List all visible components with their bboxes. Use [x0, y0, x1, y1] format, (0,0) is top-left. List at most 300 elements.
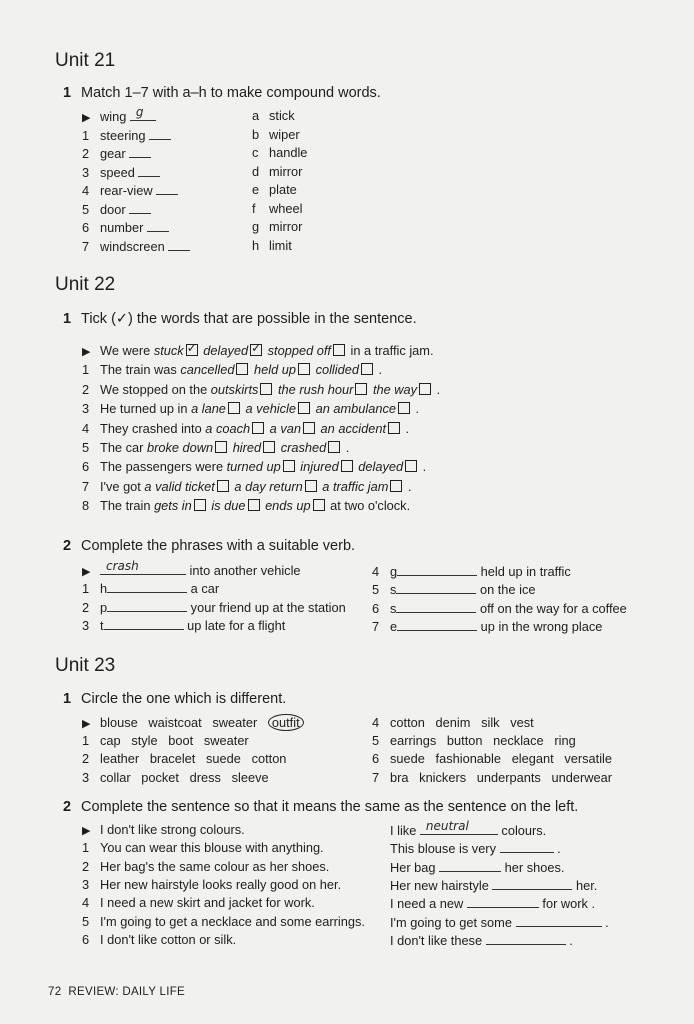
option-word: stuck: [153, 343, 184, 358]
option-word: leather: [100, 751, 140, 767]
item-number: 2: [82, 599, 90, 615]
answer-blank[interactable]: [397, 563, 477, 576]
item-number: 2: [82, 858, 90, 874]
tick-checkbox[interactable]: [215, 441, 227, 453]
tick-checkbox[interactable]: [341, 460, 353, 472]
unit22-ex1-heading: [63, 311, 417, 327]
first-letter: g: [390, 564, 398, 579]
option-word: an ambulance: [315, 401, 396, 417]
option-word: waistcoat: [148, 715, 202, 730]
list-item: [372, 618, 602, 634]
list-item: [82, 914, 365, 929]
item-number: 5: [82, 913, 90, 929]
rewrite-sentence: [390, 840, 561, 856]
answer-blank[interactable]: [492, 877, 572, 890]
item-number: 4: [82, 183, 90, 198]
tick-checkbox[interactable]: [298, 402, 310, 414]
option-word: an accident: [320, 420, 386, 436]
list-item-option: [252, 127, 300, 142]
exercise-number: 2: [63, 538, 72, 554]
sentence-start: We stopped on the: [100, 381, 211, 397]
sentence-end: .: [419, 459, 427, 475]
option-word: style: [131, 733, 158, 749]
option-letter: g: [252, 219, 260, 234]
item-number: 3: [82, 617, 90, 633]
tick-checkbox[interactable]: [361, 363, 373, 375]
answer-blank[interactable]: [129, 145, 151, 158]
item-number: 6: [82, 459, 90, 475]
list-item: [372, 770, 612, 785]
option-letter: e: [252, 182, 260, 197]
phrase-rest: your friend up at the station: [187, 599, 346, 615]
item-number: 3: [82, 769, 90, 785]
rewrite-sentence: [390, 895, 595, 911]
tick-checkbox[interactable]: [303, 422, 315, 434]
option-word: wiper: [269, 126, 300, 142]
tick-checkbox[interactable]: [186, 341, 198, 356]
option-word: bracelet: [149, 751, 196, 767]
phrase-rest: a car: [187, 581, 220, 597]
phrase-rest: into another vehicle: [186, 563, 301, 578]
list-item: [82, 859, 329, 874]
item-number: 7: [82, 238, 90, 254]
item-number: 5: [372, 582, 380, 598]
list-item: [82, 145, 151, 161]
item-word: door: [100, 201, 126, 217]
item-number: 4: [82, 420, 90, 436]
option-word: a traffic jam: [322, 478, 389, 494]
rewrite-sentence: [390, 819, 547, 838]
item-number: 3: [82, 164, 90, 180]
list-item: [82, 164, 160, 180]
item-number: 4: [372, 564, 380, 579]
option-word: cotton: [390, 715, 425, 730]
answer-blank[interactable]: [138, 164, 160, 177]
item-number: 8: [82, 498, 90, 514]
original-sentence: I don't like strong colours.: [100, 822, 245, 837]
option-word: underwear: [551, 769, 612, 785]
option-word: plate: [269, 182, 297, 197]
sentence-start: I've got: [100, 478, 145, 494]
sentence-start: The train was: [100, 362, 181, 378]
exercise-number: 1: [63, 311, 72, 327]
first-letter: p: [100, 599, 108, 615]
list-item-option: [252, 219, 302, 234]
tick-checkbox[interactable]: [252, 422, 264, 434]
first-letter: e: [390, 618, 398, 634]
list-item: [82, 382, 440, 397]
phrase-rest: on the ice: [476, 582, 536, 598]
item-number: 3: [82, 401, 90, 417]
sentence-start: He turned up in: [100, 401, 192, 417]
rewrite-start: I need a new: [390, 896, 467, 912]
sentence-end: .: [411, 401, 420, 417]
answer-blank[interactable]: [104, 617, 184, 630]
sentence-end: .: [404, 478, 412, 494]
answer-blank[interactable]: [396, 600, 476, 613]
sentence-start: They crashed into: [100, 420, 206, 436]
item-number: 6: [82, 220, 90, 235]
tick-checkbox[interactable]: [248, 499, 260, 511]
option-word: cancelled: [180, 362, 235, 378]
option-letter: a: [252, 108, 260, 123]
phrase-rest: held up in traffic: [477, 564, 571, 579]
option-word: a lane: [191, 401, 226, 417]
unit23-ex2-heading: [63, 799, 578, 815]
option-letter: c: [252, 145, 259, 160]
tick-checkbox[interactable]: [305, 480, 317, 492]
rewrite-start: I like: [390, 823, 420, 838]
option-word: stopped off: [267, 343, 331, 358]
option-word: delayed: [203, 343, 249, 358]
instruction: Match 1–7 with a–h to make compound words.: [81, 85, 381, 101]
list-item-option: [252, 201, 302, 216]
check-icon: ✓: [186, 341, 197, 355]
list-item: [82, 343, 434, 358]
rewrite-start: I don't like these: [390, 932, 486, 948]
option-word: pocket: [141, 769, 179, 785]
original-sentence: Her bag's the same colour as her shoes.: [100, 858, 330, 874]
option-word: a coach: [205, 420, 251, 436]
option-word: suede: [390, 751, 425, 767]
sentence-start: We were: [100, 343, 154, 358]
sentence-end: at two o'clock.: [326, 498, 411, 514]
sentence-end: .: [402, 420, 410, 436]
rewrite-sentence: [390, 859, 564, 875]
option-word: earrings: [390, 733, 437, 749]
rewrite-end: her.: [572, 877, 598, 893]
item-number: 7: [372, 618, 380, 634]
page-footer: [48, 986, 185, 998]
tick-checkbox[interactable]: [405, 460, 417, 472]
item-word: wing: [100, 109, 127, 124]
unit22-title: Unit 22: [55, 274, 116, 295]
option-word: blouse: [100, 715, 138, 730]
item-number: 1: [82, 362, 90, 378]
list-item: [82, 459, 426, 474]
example-arrow-icon: ▶: [82, 718, 91, 730]
item-number: 2: [82, 381, 90, 397]
unit23-title: Unit 23: [55, 655, 116, 676]
instruction: Complete the sentence so that it means the same as the sentence on the left.: [81, 799, 579, 815]
list-item: [82, 559, 301, 578]
footer-label: REVIEW: DAILY LIFE: [68, 986, 186, 998]
tick-checkbox[interactable]: [260, 383, 272, 395]
first-letter: s: [390, 600, 397, 616]
list-item: [372, 715, 534, 730]
list-item: [82, 932, 236, 947]
unit23-ex1-heading: [63, 691, 286, 707]
rewrite-sentence: [390, 932, 573, 948]
tick-checkbox[interactable]: [194, 499, 206, 511]
rewrite-end: .: [601, 914, 609, 930]
option-word: hired: [232, 440, 262, 455]
tick-checkbox[interactable]: [217, 480, 229, 492]
sentence-end: .: [374, 362, 383, 378]
tick-checkbox[interactable]: [236, 363, 248, 375]
item-word: speed: [100, 164, 135, 180]
item-number: 2: [82, 751, 90, 767]
unit21-title: Unit 21: [55, 50, 116, 71]
original-sentence: You can wear this blouse with anything.: [100, 840, 324, 856]
example-arrow-icon: ▶: [82, 346, 91, 358]
option-word: mirror: [269, 219, 303, 234]
handwritten-answer: neutral: [425, 819, 469, 833]
list-item-option: [252, 164, 302, 179]
first-letter: t: [100, 617, 104, 633]
option-word: ring: [554, 733, 576, 749]
answer-blank[interactable]: [107, 599, 187, 612]
answer-blank[interactable]: [516, 914, 602, 927]
answer-blank[interactable]: [420, 819, 498, 835]
list-item: [82, 877, 341, 892]
option-word: underpants: [476, 769, 541, 785]
answer-blank[interactable]: [168, 238, 190, 251]
unit21-ex1-heading: [63, 85, 381, 101]
option-word: outskirts: [210, 381, 259, 397]
sentence-start: The car: [100, 440, 147, 455]
option-word: turned up: [226, 459, 281, 475]
option-word: gets in: [154, 498, 192, 514]
tick-checkbox[interactable]: [283, 460, 295, 472]
option-word: wheel: [269, 200, 303, 216]
list-item: [82, 401, 419, 416]
answer-blank[interactable]: [156, 182, 178, 195]
rewrite-start: Her new hairstyle: [390, 877, 493, 893]
option-word: crashed: [280, 440, 327, 455]
answer-blank[interactable]: [129, 201, 151, 214]
option-word: mirror: [269, 163, 303, 179]
list-item-option: [252, 145, 307, 160]
list-item: [82, 201, 151, 217]
item-number: 1: [82, 840, 90, 856]
option-word: bra: [390, 769, 409, 785]
item-word: windscreen: [100, 238, 165, 254]
answer-blank[interactable]: [397, 618, 477, 631]
option-letter: d: [252, 163, 260, 179]
option-word: a valid ticket: [144, 478, 215, 494]
item-number: 6: [372, 751, 380, 767]
tick-checkbox[interactable]: [355, 383, 367, 395]
first-letter: h: [100, 581, 108, 597]
exercise-number: 2: [63, 799, 72, 815]
option-word: necklace: [493, 733, 544, 749]
page-number: 72: [48, 986, 62, 998]
rewrite-end: colours.: [497, 823, 547, 838]
example-arrow-icon: ▶: [82, 825, 91, 837]
list-item: [82, 599, 346, 615]
list-item: [82, 895, 315, 910]
answer-blank[interactable]: [500, 840, 554, 853]
option-word: injured: [300, 459, 339, 475]
item-number: 4: [372, 715, 380, 730]
list-item: [82, 733, 249, 748]
sentence-end: .: [433, 381, 441, 397]
rewrite-sentence: [390, 914, 609, 930]
example-arrow-icon: ▶: [82, 566, 91, 578]
list-item: [82, 440, 349, 455]
tick-checkbox[interactable]: [328, 441, 340, 453]
rewrite-start: I'm going to get some: [390, 914, 516, 930]
option-word: silk: [481, 715, 500, 730]
option-word: collided: [315, 362, 359, 378]
option-word: button: [446, 733, 483, 749]
option-word: is due: [211, 498, 246, 514]
list-item: [82, 479, 412, 494]
option-word: a day return: [234, 478, 303, 494]
answer-blank[interactable]: [439, 859, 501, 872]
list-item: [82, 105, 156, 124]
list-item: [82, 362, 382, 377]
option-word: limit: [269, 237, 292, 253]
instruction: Tick (✓) the words that are possible in the sentence.: [81, 311, 417, 327]
option-word: stick: [269, 108, 295, 123]
answer-blank[interactable]: [396, 581, 476, 594]
item-word: steering: [100, 127, 146, 143]
option-word: a van: [269, 420, 301, 436]
item-number: 4: [82, 895, 90, 911]
list-item: [82, 580, 219, 596]
list-item: [82, 715, 304, 730]
answer-blank[interactable]: [130, 105, 156, 121]
answer-blank[interactable]: [149, 127, 171, 140]
option-word: denim: [435, 715, 471, 730]
option-word: suede: [206, 751, 241, 767]
rewrite-end: .: [553, 841, 561, 857]
tick-checkbox[interactable]: [298, 363, 310, 375]
item-word: gear: [100, 146, 126, 161]
phrase-rest: off on the way for a coffee: [476, 600, 627, 616]
list-item-option: [252, 238, 292, 253]
option-word: cap: [100, 733, 121, 749]
list-item: [372, 581, 535, 597]
example-arrow-icon: ▶: [82, 112, 91, 124]
option-word: held up: [254, 362, 296, 378]
tick-checkbox[interactable]: [313, 499, 325, 511]
option-word: delayed: [358, 459, 404, 475]
original-sentence: I'm going to get a necklace and some earrings.: [100, 913, 365, 929]
list-item: [82, 822, 245, 837]
tick-checkbox[interactable]: [419, 383, 431, 395]
option-word: the way: [372, 381, 418, 397]
option-word: a vehicle: [245, 401, 297, 417]
exercise-number: 1: [63, 691, 72, 707]
tick-checkbox[interactable]: [390, 480, 402, 492]
exercise-number: 1: [63, 85, 72, 101]
sentence-end: in a traffic jam.: [346, 343, 434, 358]
tick-checkbox[interactable]: [398, 402, 410, 414]
original-sentence: I need a new skirt and jacket for work.: [100, 895, 315, 911]
item-number: 6: [82, 931, 90, 947]
list-item: [82, 127, 171, 143]
option-word: the rush hour: [277, 381, 354, 397]
answer-blank[interactable]: [467, 895, 539, 908]
option-word: sleeve: [231, 769, 269, 785]
tick-checkbox[interactable]: [228, 402, 240, 414]
item-number: 5: [82, 440, 90, 455]
list-item: [82, 617, 285, 633]
check-icon: ✓: [251, 341, 262, 355]
item-number: 5: [372, 733, 380, 749]
list-item: [372, 751, 612, 766]
list-item: [372, 563, 571, 579]
option-word: boot: [168, 733, 194, 749]
tick-checkbox[interactable]: [388, 422, 400, 434]
handwritten-answer: crash: [106, 559, 139, 573]
list-item: [82, 498, 410, 513]
option-word: fashionable: [435, 751, 502, 767]
list-item: [82, 840, 324, 855]
answer-blank[interactable]: [107, 580, 187, 593]
answer-blank[interactable]: [100, 559, 186, 575]
phrase-rest: up in the wrong place: [477, 618, 603, 634]
option-word: handle: [269, 145, 308, 160]
list-item: [82, 770, 269, 785]
tick-checkbox[interactable]: [333, 344, 345, 356]
rewrite-end: for work .: [538, 896, 596, 912]
option-letter: f: [252, 200, 256, 216]
instruction: Complete the phrases with a suitable verb.: [81, 538, 356, 554]
answer-blank[interactable]: [486, 932, 566, 945]
option-word: ends up: [265, 498, 311, 514]
list-item-option: [252, 182, 297, 197]
tick-checkbox[interactable]: [250, 341, 262, 356]
option-word: collar: [100, 769, 131, 785]
list-item: [82, 751, 286, 766]
phrase-rest: up late for a flight: [183, 617, 286, 633]
sentence-start: The train: [100, 498, 155, 514]
option-word: versatile: [564, 751, 612, 767]
item-number: 7: [372, 769, 380, 785]
option-letter: h: [252, 237, 260, 253]
tick-checkbox[interactable]: [263, 441, 275, 453]
option-word: knickers: [419, 769, 467, 785]
item-word: rear-view: [100, 183, 153, 198]
option-word: sweater: [203, 733, 249, 749]
sentence-end: .: [342, 440, 350, 455]
first-letter: s: [390, 582, 397, 598]
item-number: 3: [82, 876, 90, 892]
option-word: broke down: [146, 440, 214, 455]
list-item: [82, 219, 169, 235]
rewrite-end: .: [565, 932, 573, 948]
option-word: elegant: [511, 751, 554, 767]
sentence-start: The passengers were: [100, 459, 227, 475]
list-item: [82, 182, 178, 198]
item-word: number: [100, 220, 144, 235]
original-sentence: Her new hairstyle looks really good on her.: [100, 876, 342, 892]
option-letter: b: [252, 126, 260, 142]
answer-blank[interactable]: [147, 219, 169, 232]
handwritten-answer: g: [135, 105, 144, 119]
rewrite-start: Her bag: [390, 859, 440, 875]
item-number: 7: [82, 478, 90, 494]
item-number: 1: [82, 127, 90, 143]
instruction: Circle the one which is different.: [81, 691, 287, 707]
option-word: cotton: [251, 751, 287, 767]
list-item: [372, 733, 576, 748]
list-item: [82, 421, 409, 436]
item-number: 6: [372, 600, 380, 616]
item-number: 5: [82, 201, 90, 217]
list-item: [82, 238, 190, 254]
unit22-ex2-heading: [63, 538, 355, 554]
rewrite-start: This blouse is very: [390, 841, 500, 857]
item-number: 1: [82, 733, 90, 749]
list-item: [372, 600, 627, 616]
option-word[interactable]: outfit: [268, 714, 304, 731]
item-number: 2: [82, 146, 90, 161]
